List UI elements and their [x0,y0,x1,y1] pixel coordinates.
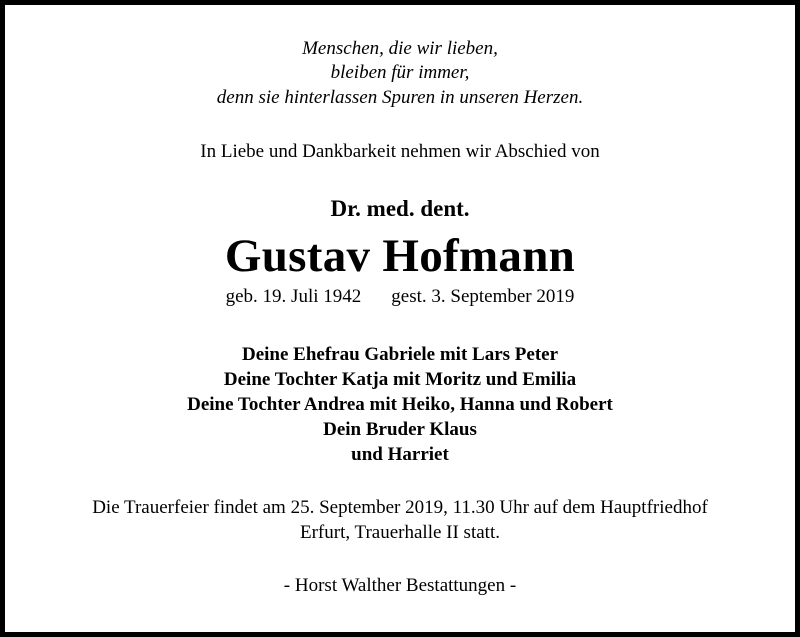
birth-date: geb. 19. Juli 1942 [225,286,362,307]
academic-title: Dr. med. dent. [330,196,470,221]
death-date: gest. 3. September 2019 [391,286,575,307]
mourner-line-4: Dein Bruder Klaus [323,419,477,440]
poem-line-3: denn sie hinterlassen Spuren in unseren Herzen. [216,87,584,108]
service-line-1: Die Trauerfeier findet am 25. September 2019, 11.30 Uhr auf dem Hauptfriedhof [92,497,708,518]
farewell-intro: In Liebe und Dankbarkeit nehmen wir Abschied von [200,141,600,162]
life-dates [0,287,800,306]
poem-line-1: Menschen, die wir lieben, [302,38,498,59]
service-line-2: Erfurt, Trauerhalle II statt. [300,522,500,543]
mourner-line-5: und Harriet [351,444,449,465]
mourner-line-3: Deine Tochter Andrea mit Heiko, Hanna und Robert [187,394,613,415]
mourner-line-1: Deine Ehefrau Gabriele mit Lars Peter [241,344,559,365]
mourner-line-2: Deine Tochter Katja mit Moritz und Emilia [223,369,577,390]
poem-line-2: bleiben für immer, [330,62,470,83]
deceased-name: Gustav Hofmann [224,230,576,282]
undertaker: - Horst Walther Bestattungen - [283,575,517,596]
